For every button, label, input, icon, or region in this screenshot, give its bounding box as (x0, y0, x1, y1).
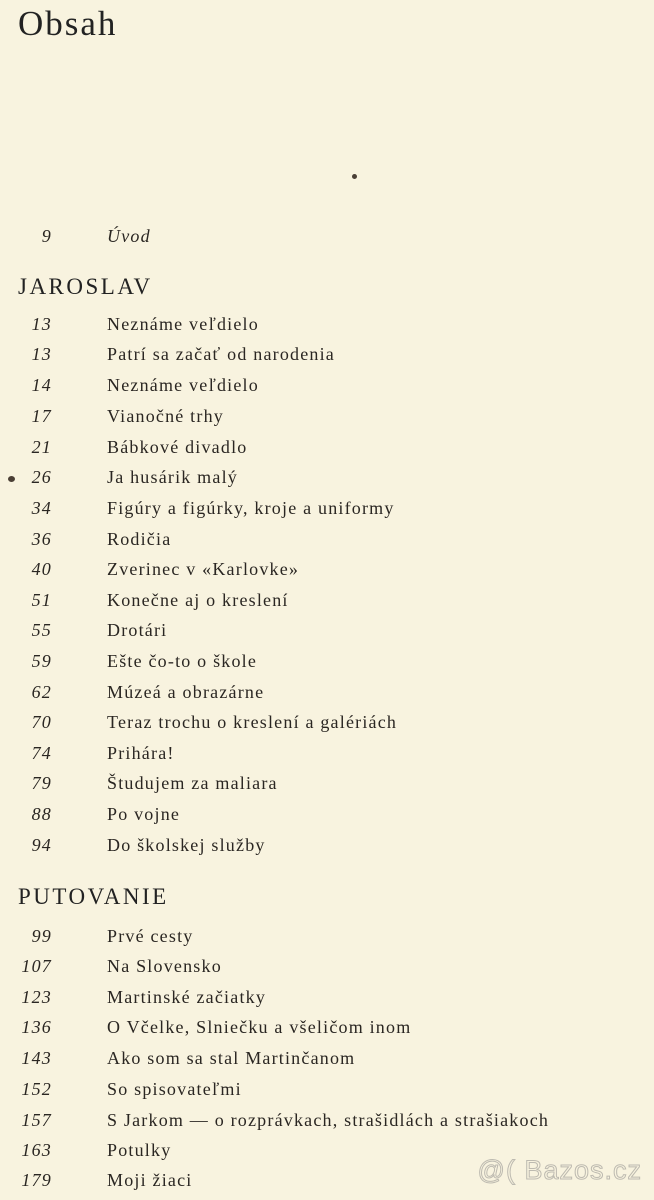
toc-entry-title: So spisovateľmi (107, 1079, 242, 1099)
toc-entry-title: Neznáme veľdielo (107, 375, 259, 395)
toc-entry-title: Martinské začiatky (107, 987, 267, 1007)
toc-page-number: 70 (31, 712, 52, 732)
toc-page-number: 13 (31, 344, 52, 364)
toc-page-number: 55 (31, 620, 52, 640)
toc-page-number: 94 (31, 835, 52, 855)
toc-page-number: 136 (21, 1017, 52, 1037)
toc-entry-title: Bábkové divadlo (107, 437, 248, 457)
toc-page-number: 59 (31, 651, 52, 671)
toc-entry-title: Prihára! (107, 743, 175, 763)
toc-entry-title: Múzeá a obrazárne (107, 682, 265, 702)
toc-page-number: 99 (31, 926, 52, 946)
toc-entry-title: Ako som sa stal Martinčanom (107, 1048, 356, 1068)
toc-page-number: 179 (21, 1170, 52, 1190)
toc-page-number: 123 (21, 987, 52, 1007)
toc-page-number: 157 (21, 1110, 52, 1130)
toc-page-number: 36 (31, 529, 52, 549)
paper-speck (352, 174, 357, 179)
toc-entry-title: Potulky (107, 1140, 172, 1160)
toc-entry-title: Rodičia (107, 529, 172, 549)
toc-entry-title: Prvé cesty (107, 926, 194, 946)
toc-entry-title: O Včelke, Slniečku a všeličom inom (107, 1017, 412, 1037)
toc-entry-title: Zverinec v «Karlovke» (107, 559, 300, 579)
toc-page-number: 79 (31, 773, 52, 793)
toc-page-number: 26 (31, 467, 52, 487)
toc-entry-title: Vianočné trhy (107, 406, 224, 426)
toc-entry-title: Patrí sa začať od narodenia (107, 344, 336, 364)
toc-page-number: 163 (21, 1140, 52, 1160)
toc-entry-title: Ešte čo-to o škole (107, 651, 258, 671)
toc-page-number: 74 (31, 743, 52, 763)
section-heading-jaroslav: JAROSLAV (18, 274, 153, 299)
toc-page-number: 14 (31, 375, 52, 395)
toc-entry-title: Neznáme veľdielo (107, 314, 259, 334)
page-title: Obsah (18, 4, 118, 43)
toc-entry-title: Ja husárik malý (107, 467, 238, 487)
toc-entry-title: Po vojne (107, 804, 181, 824)
toc-entry-title: Drotári (107, 620, 168, 640)
section-heading-putovanie: PUTOVANIE (18, 884, 169, 909)
toc-entry-title: Úvod (107, 226, 151, 246)
toc-page-number: 21 (31, 437, 52, 457)
toc-page-number: 88 (31, 804, 52, 824)
toc-page-number: 51 (31, 590, 52, 610)
toc-entry-title: Študujem za maliara (107, 773, 278, 793)
toc-entry-title: Konečne aj o kreslení (107, 590, 289, 610)
toc-entry-title: Do školskej služby (107, 835, 266, 855)
toc-page-number: 17 (31, 406, 52, 426)
toc-entry-title: Moji žiaci (107, 1170, 193, 1190)
toc-page-number: 152 (21, 1079, 52, 1099)
toc-page-number: 34 (31, 498, 52, 518)
toc-page-number: 62 (31, 682, 52, 702)
toc-page-number: 9 (41, 226, 52, 246)
toc-page-number: 40 (31, 559, 52, 579)
toc-entry-title: Figúry a figúrky, kroje a uniformy (107, 498, 395, 518)
toc-page-number: 13 (31, 314, 52, 334)
toc-page-number: 107 (21, 956, 52, 976)
bazos-watermark: @( Bazos.cz (477, 1155, 642, 1185)
toc-entry-title: Teraz trochu o kreslení a galériách (107, 712, 398, 732)
toc-page-number: 143 (21, 1048, 52, 1068)
toc-entry-title: S Jarkom — o rozprávkach, strašidlách a strašiakoch (107, 1110, 550, 1130)
toc-entry-title: Na Slovensko (107, 956, 222, 976)
